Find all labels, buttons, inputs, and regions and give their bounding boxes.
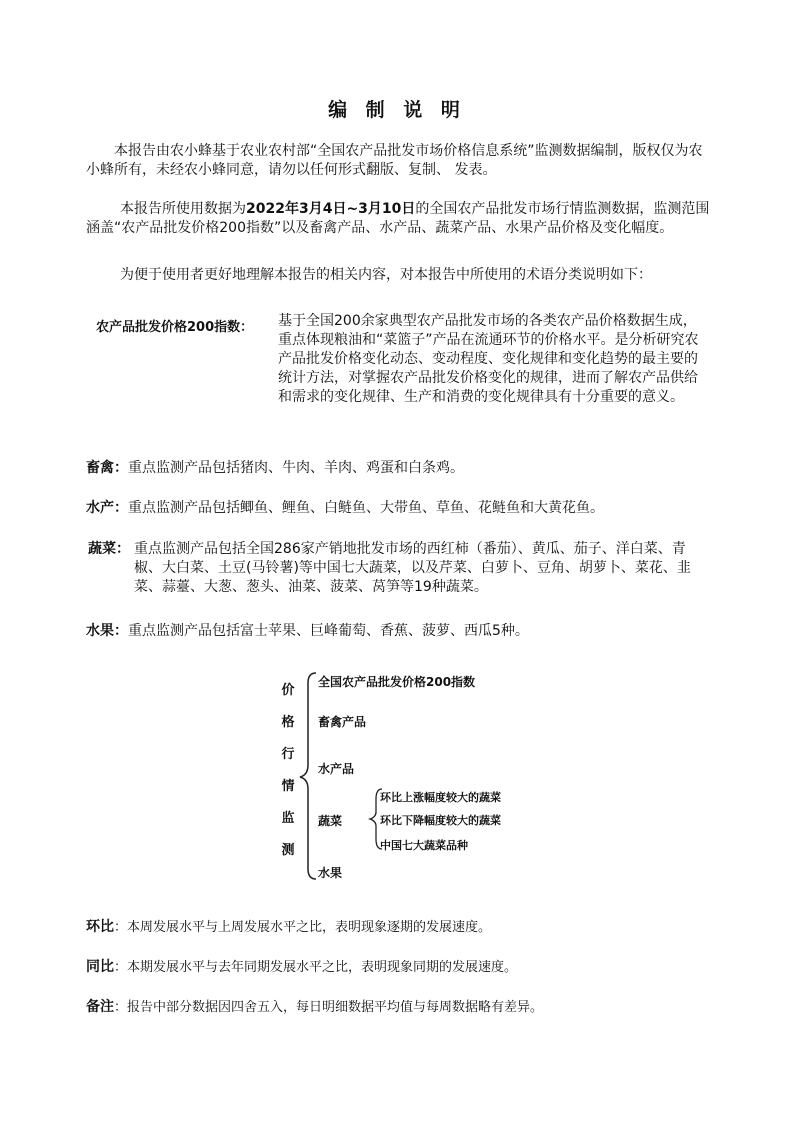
intro-paragraph-terms: 为便于使用者更好地理解本报告的相关内容，对本报告中所使用的术语分类说明如下： — [120, 267, 652, 283]
definition-remarks — [86, 998, 716, 1017]
data-scope-text-start: 本报告所使用数据为 — [120, 201, 246, 217]
definition-label: 环比 — [86, 919, 114, 935]
data-date-range: 2022年3月4日~3月10日 — [246, 201, 416, 217]
data-scope-text-end: 的全国农产品批发市场行情监测数据，监测范围涵盖“农产品批发价格200指数”以及畜禽产品、水产品、蔬菜产品、水果产品价格及变化幅度。 — [86, 201, 710, 236]
diagram-sub-rising-vegetables: 环比上涨幅度较大的蔬菜 — [380, 791, 501, 804]
diagram-vertical-char: 监 — [281, 811, 295, 826]
page-title: 编 制 说 明 — [328, 99, 466, 121]
category-vegetable-description: 重点监测产品包括全国286家产销地批发市场的西红柿（番茄）、黄瓜、茄子、洋白菜、青椒、大白菜、土豆(马铃薯)等中国七大蔬菜，以及芹菜、白萝卜、豆角、胡萝卜、菜花、韭菜、蒜薹、大葱、葱头、油菜、菠菜、莴笋等19种蔬菜。 — [134, 541, 691, 595]
index-term-label: 农产品批发价格200指数： — [96, 320, 254, 335]
definition-month-over-month — [86, 918, 716, 937]
category-aquatic — [86, 499, 716, 518]
category-vegetable-label: 蔬菜： — [88, 541, 130, 557]
diagram-item-vegetable: 蔬菜 — [318, 814, 343, 828]
definition-text: ：本周发展水平与上周发展水平之比，表明现象逐期的发展速度。 — [114, 920, 492, 935]
monitoring-structure-diagram — [272, 667, 522, 885]
diagram-item-index: 全国农产品批发价格200指数 — [318, 675, 476, 689]
category-description: 重点监测产品包括猪肉、牛肉、羊肉、鸡蛋和白条鸡。 — [128, 460, 464, 476]
diagram-vertical-char: 测 — [281, 843, 295, 858]
category-label: 水产： — [86, 500, 128, 516]
diagram-vertical-char: 格 — [281, 715, 295, 730]
definition-text: ：本期发展水平与去年同期发展水平之比，表明现象同期的发展速度。 — [114, 960, 518, 975]
category-label: 水果： — [86, 623, 128, 639]
category-livestock — [86, 459, 716, 478]
index-term-definition: 基于全国200余家典型农产品批发市场的各类农产品价格数据生成，重点体现粮油和“菜篮子”产品在流通环节的价格水平。是分析研究农产品批发价格变化动态、变动程度、变化规律和变化趋势的最主要的统计方法，对掌握农产品批发价格变化的规律，进而了解农产品供给和需求的变化规律、生产和消费的变化规律具有十分重要的意义。 — [278, 313, 699, 405]
category-label: 畜禽： — [86, 460, 128, 476]
diagram-item-fruit: 水果 — [318, 866, 343, 880]
diagram-vertical-char: 行 — [281, 747, 295, 762]
diagram-vertical-char: 价 — [281, 683, 295, 698]
diagram-sub-falling-vegetables: 环比下降幅度较大的蔬菜 — [380, 814, 501, 827]
diagram-vertical-char: 情 — [281, 779, 295, 794]
category-description: 重点监测产品包括富士苹果、巨峰葡萄、香蕉、菠萝、西瓜5种。 — [128, 623, 529, 639]
category-description: 重点监测产品包括鲫鱼、鲤鱼、白鲢鱼、大带鱼、草鱼、花鲢鱼和大黄花鱼。 — [128, 500, 604, 516]
definition-label: 同比 — [86, 959, 114, 975]
definition-text: ：报告中部分数据因四舍五入，每日明细数据平均值与每周数据略有差异。 — [114, 1000, 544, 1015]
definition-year-over-year — [86, 958, 716, 977]
intro-paragraph-data-scope — [86, 200, 716, 238]
definition-label: 备注 — [86, 999, 114, 1015]
diagram-item-livestock: 畜禽产品 — [318, 715, 367, 729]
intro-paragraph-copyright: 本报告由农小蜂基于农业农村部“全国农产品批发市场价格信息系统”监测数据编制，版权仅为农小蜂所有，未经农小蜂同意，请勿以任何形式翻版、复制、 发表。 — [86, 143, 703, 178]
main-brace-icon — [300, 673, 316, 879]
diagram-sub-seven-vegetables: 中国七大蔬菜品种 — [380, 839, 468, 852]
category-fruit — [86, 622, 716, 641]
diagram-item-aquatic: 水产品 — [318, 762, 355, 776]
